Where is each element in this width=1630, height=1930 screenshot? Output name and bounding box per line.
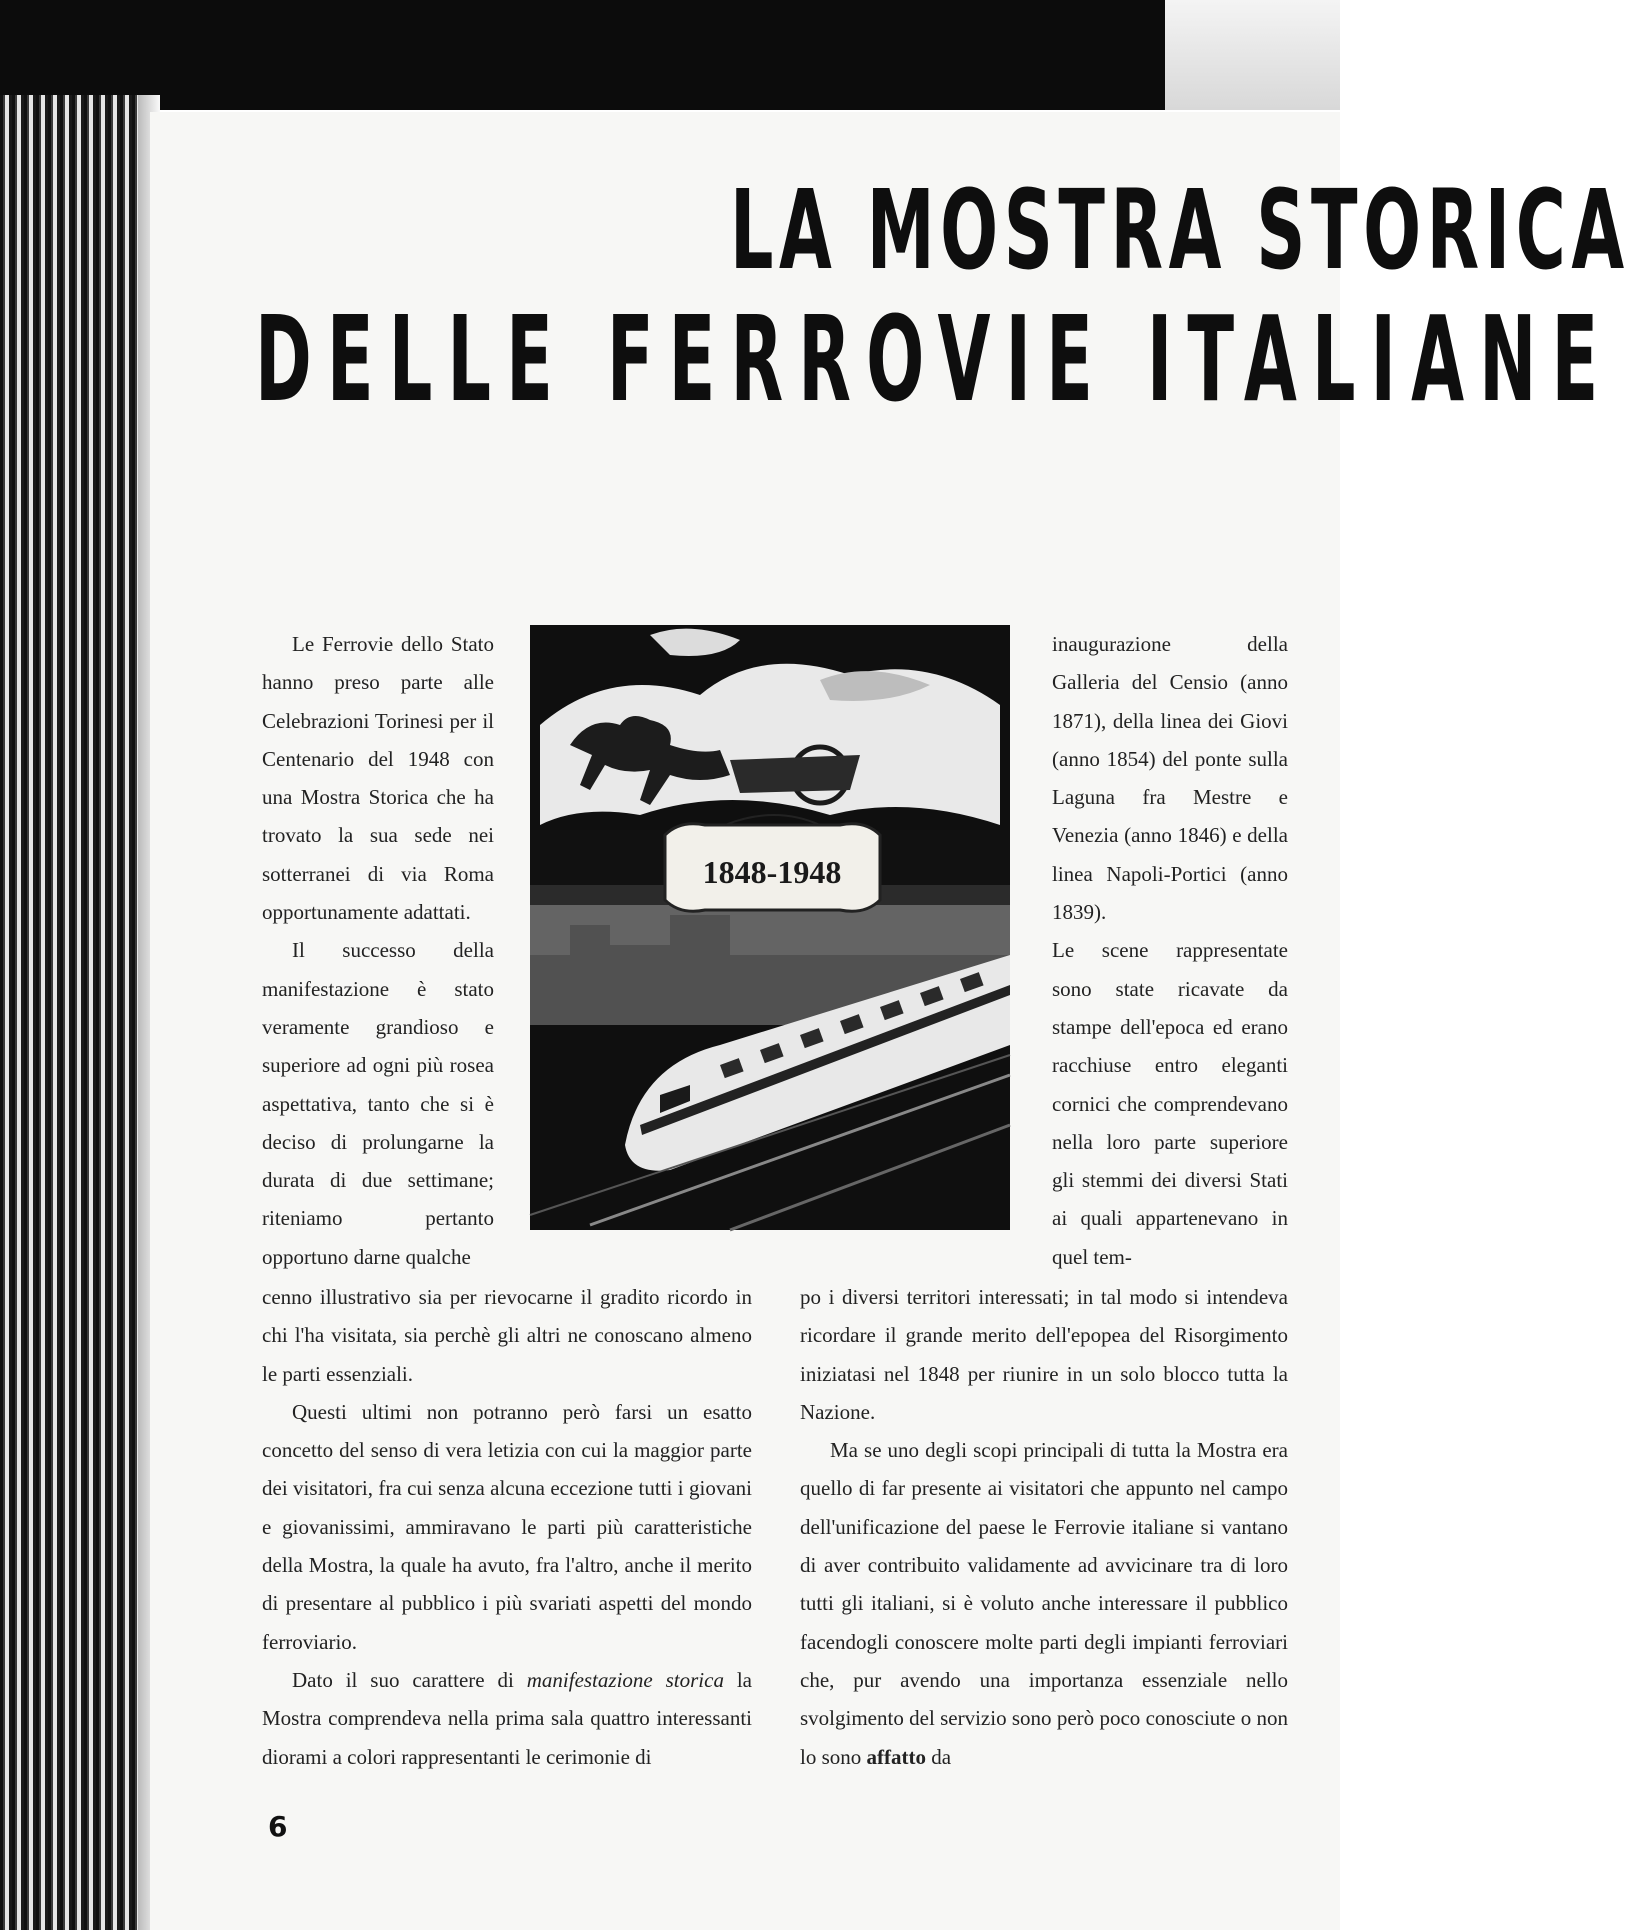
paragraph-5-start: Le scene rappresentate sono state ricavate da stampe dell'epoca ed erano racchiuse entro eleganti cornici che comprendevano nella loro parte superiore gli stemmi dei diversi Stati ai quali appartenevano in quel tem- [1052, 938, 1288, 1269]
paragraph-6 [800, 1431, 1288, 1776]
page-number: 6 [268, 1810, 288, 1843]
paragraph-4-start [262, 1661, 752, 1776]
paragraph-1: Le Ferrovie dello Stato hanno preso parte alle Celebrazioni Torinesi per il Centenario del 1948 con una Mostra Storica che ha trovato la sua sede nei sotterranei di via Roma opportunamente adattati. [262, 632, 494, 925]
paragraph-4-tail: la Mostra comprendeva nella prima sala quattro interessanti diorami a colori rappresentanti le cerimonie di [262, 1667, 753, 1769]
top-band-edge [1165, 0, 1340, 110]
paragraph-2-continued: cenno illustrativo sia per rievocarne il gradito ricordo in chi l'ha visitata, sia perchè gli altri ne conoscano almeno le parti essenziali. [262, 1285, 752, 1386]
article-title-line-2: DELLE FERROVIE ITALIANE [255, 290, 1614, 428]
paragraph-4-continued: inaugurazione della Galleria del Censio (anno 1871), della linea dei Giovi (anno 1854) del ponte sulla Laguna fra Mestre e Venezia (anno 1846) e della linea Napoli-Portici (anno 1839). [1052, 632, 1288, 925]
book-page-edges [0, 95, 160, 1930]
photo-illustration [530, 625, 1010, 1230]
commemorative-photo [530, 625, 1010, 1230]
paragraph-3: Questi ultimi non potranno però farsi un esatto concetto del senso di vera letizia con cui la maggior parte dei visitatori, fra cui senza alcuna eccezione tutti i giovani e giovanissimi, ammiravano le parti più caratteristiche della Mostra, la quale ha avuto, fra l'altro, anche il merito di presentare al pubblico i più svariati aspetti del mondo ferroviario. [262, 1399, 752, 1654]
paragraph-6-body: Ma se uno degli scopi principali di tutta la Mostra era quello di far presente ai visitatori che appunto nel campo dell'unificazione del paese le Ferrovie italiane si vantano di aver contribuito validamente ad avvicinare tra di loro tutti gli italiani, si è voluto anche interessare il pubblico facendogli conoscere molte parti degli impianti ferroviari che, pur avendo una importanza essenziale nello svolgimento del servizio sono però poco conosciute o non lo sono [800, 1438, 1288, 1769]
column-right-top [1052, 625, 1288, 1276]
banner-text: 1848-1948 [702, 854, 842, 890]
paragraph-4-emphasis: manifestazione storica [526, 1667, 724, 1692]
column-right-bottom [800, 1278, 1288, 1776]
paragraph-6-end: da [926, 1744, 952, 1769]
paragraph-4-lead: Dato il suo carattere di [292, 1667, 527, 1692]
column-left-top [262, 625, 494, 1276]
column-left-bottom [262, 1278, 752, 1776]
paragraph-2-start: Il successo della manifestazione è stato veramente grandioso e superiore ad ogni più rosea aspettativa, tanto che si è deciso di prolungarne la durata di due settimane; riteniamo pertanto opportuno darne qualche [262, 938, 494, 1269]
paragraph-5-continued: po i diversi territori interessati; in tal modo si intendeva ricordare il grande merito dell'epopea del Risorgimento iniziatasi nel 1848 per riunire in un solo blocco tutta la Nazione. [800, 1285, 1288, 1424]
paragraph-6-bold: affatto [866, 1744, 926, 1769]
top-dark-band [0, 0, 1165, 110]
article-title-line-1: LA MOSTRA STORICA [730, 166, 1630, 294]
